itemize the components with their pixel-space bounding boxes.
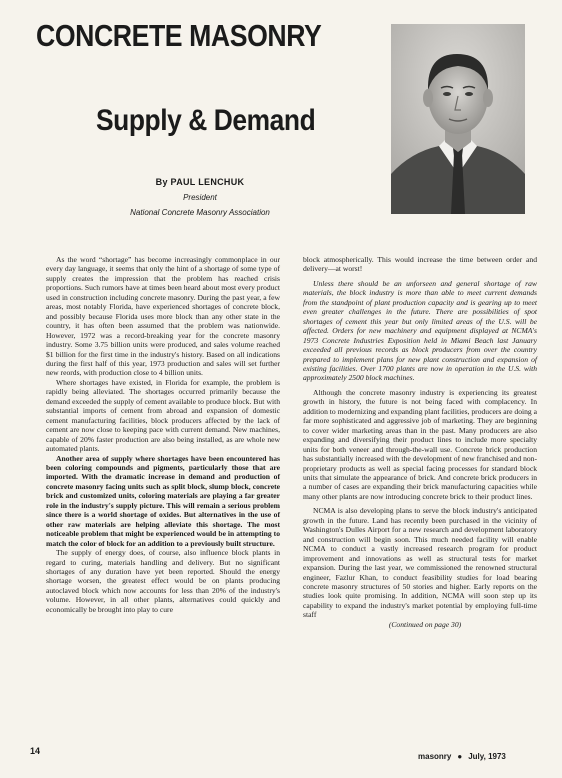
right-paragraph-4: NCMA is also developing plans to serve the block industry's anticipated growth in the future. Land has recently been purchased in the vicinity of Washington's Dulles Airport for a new research and development laboratory and construction will begin soon. This much needed facility will enable NCMA to conduct a vastly increased research program for product improvement and innovations as well as structural tests for market expansion. During the last year, we commissioned the renowned structural engineer, Fazlur Khan, to conduct feasibility studies for load bearing concrete masonry structures of 50 stories and higher. Early reports on the studies look quite promising. In addition, NCMA will soon step up its capability to expand the industry's market potential by employing full-time staff bbox=[303, 506, 537, 620]
right-text-column bbox=[303, 255, 537, 629]
left-paragraph-2: Where shortages have existed, in Florida for example, the problem is rapidly being alleviated. The shortages occurred primarily because the demand exceeded the supply of cement available to produce block. But with substantial imports of cement from abroad and expansion of domestic cement manufacturing facilities, block producers affected by the lack of cement are now close to keeping pace with current demand. New machines, capable of 20% faster production are also being installed, as are whole new automated plants. bbox=[46, 377, 280, 454]
author-byline: By PAUL LENCHUK bbox=[155, 177, 245, 187]
author-organization: National Concrete Masonry Association bbox=[130, 208, 270, 217]
author-position: President bbox=[183, 193, 217, 202]
footer-publication bbox=[418, 752, 506, 761]
left-text-column bbox=[46, 255, 280, 614]
right-paragraph-2: Unless there should be an unforseen and general shortage of raw materials, the block industry is more than able to meet current demands from the standpoint of plant production capacity and is gearing up to meet even greater challenges in the future. There are possibilities of spot shortages of cement this year but only limited areas of the U.S. will be affected. Orders for new machinery and equipment displayed at NCMA's 1973 Concrete Industries Exposition held in Miami Beach last January exceeded all previous records as block producers from over the country prepared to implement plans for new plant construction and expansion of existing facilities. Over 1700 plants are now in operation in the U.S. with approximately 2500 block machines. bbox=[303, 278, 537, 383]
left-paragraph-4: The supply of energy does, of course, also influence block plants in regard to curing, materials handling and delivery. But no significant shortages of any duration have yet been reported. Should the energy shortage worsen, the greatest effect would be on plants producing autoclaved block which now accounts for less than 20% of the industry's volume. However, in all other plants, alternatives could quickly and economically be brought into play to cure bbox=[46, 548, 280, 614]
magazine-name: masonry bbox=[418, 752, 452, 761]
right-paragraph-1: block atmospherically. This would increase the time between order and delivery—at worst! bbox=[303, 255, 537, 274]
continued-note: (Continued on page 30) bbox=[388, 619, 462, 629]
byline-block bbox=[70, 177, 330, 217]
article-title: CONCRETE MASONRY bbox=[36, 18, 322, 53]
right-paragraph-3: Although the concrete masonry industry is experiencing its greatest growth in history, the future is not being faced with complacency. In addition to modernizing and expanding plant facilities, producers are doing a far more sophisticated and aggressive job of marketing. They are beginning to cover wider marketing areas than in the past. Many producers are also expanding and diversifying their product lines to include more specialty units for both veneer and through-the-wall use. Concrete brick production has substantially increased with the development of new franchised and non-proprietary products as well as special facing processes for standard block units that simulate the appearance of brick. And concrete brick producers in a number of cases are expanding their brick manufacturing capacities while many other plants are now introducing concrete brick to their product lines. bbox=[303, 387, 537, 501]
article-subtitle: Supply & Demand bbox=[96, 104, 316, 137]
issue-date: July, 1973 bbox=[468, 752, 506, 761]
author-portrait-icon bbox=[391, 24, 525, 214]
portrait-graphic bbox=[391, 24, 525, 214]
left-paragraph-1: As the word “shortage” has become increasingly commonplace in our every day language, it seems that only the hint of a shortage of some type of supply creates the impression that the problem has reached crisis proportions. Such rumors have at times been heard about most every product used in construction including concrete masonry. During the past year, a few areas, most notably Florida, have experienced shortages of concrete block, and possibly because Florida uses more block than any other state in the country, it has often been assumed that the problem was nationwide. However, 1972 was a record-breaking year for the concrete masonry industry. Some 3.75 billion units were produced, and sales volume reached $1 billion for the first time in the industry's history. Based on all indications during the first half of this year, 1973 production and sales will set further new reords, with production close to 4 billion units. bbox=[46, 255, 280, 378]
page-number: 14 bbox=[30, 746, 41, 756]
left-paragraph-3: Another area of supply where shortages have been encountered has been coloring compounds and pigments, particularly those that are imported. With the dramatic increase in demand and production of concrete masonry facing units such as split block, slump block, concrete brick and customized units, coloring materials are playing a far greater role in the industry's supply picture. This will remain a serious problem since there is a world shortage of oxides. But alternatives in the use of other raw materials are helping alleviate this shortage. The most noticeable problem that might be experienced would be in attempting to match the color of block for an addition to a previously built structure. bbox=[46, 453, 280, 548]
bullet-separator: ● bbox=[457, 752, 463, 761]
